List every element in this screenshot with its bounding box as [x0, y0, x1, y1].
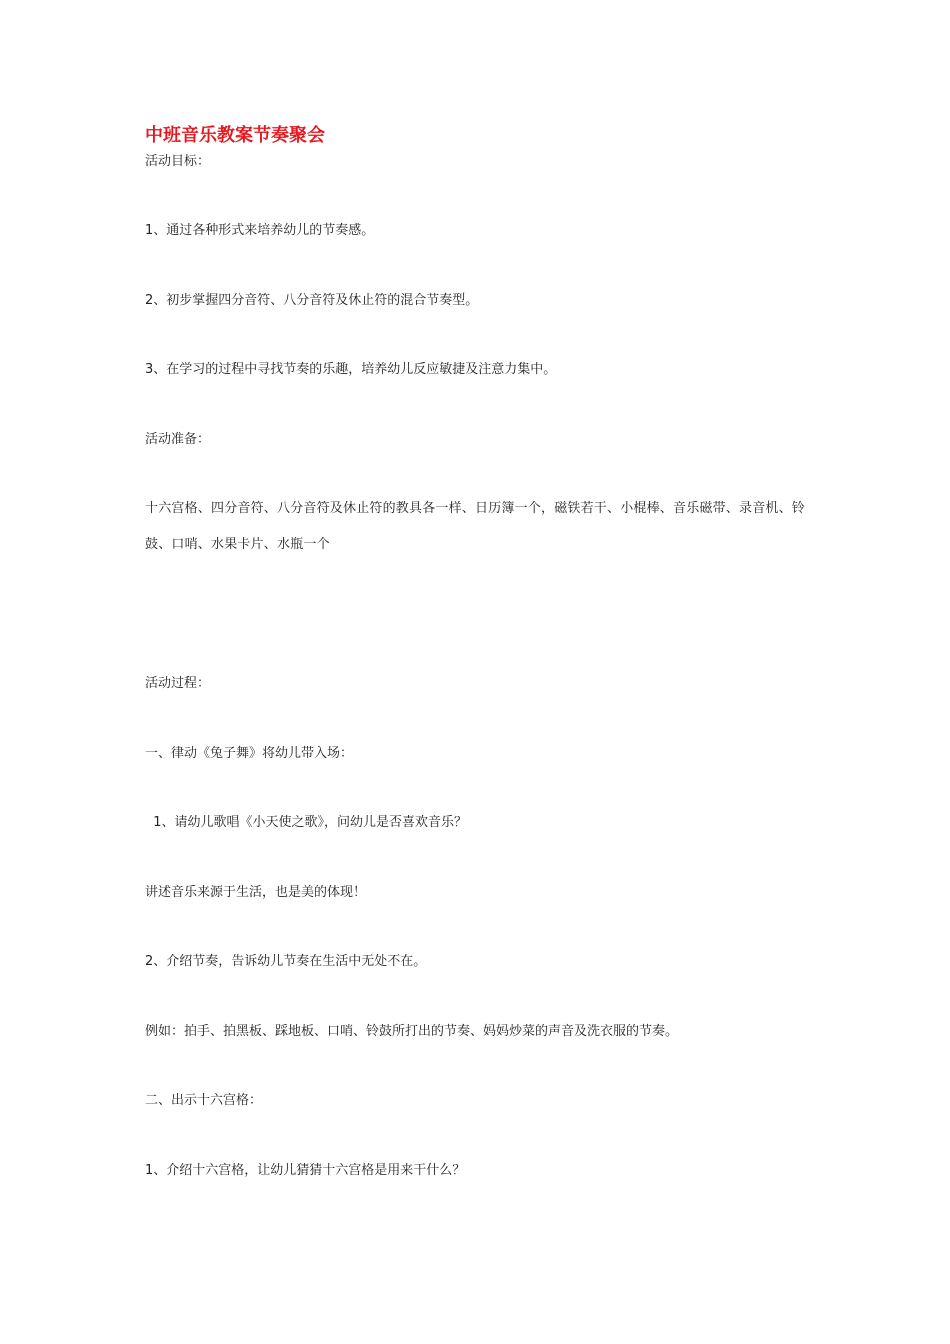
goal-item-2: 2、初步掌握四分音符、八分音符及休止符的混合节奏型。 — [145, 293, 479, 308]
prep-text: 十六宫格、四分音符、八分音符及休止符的教具各一样、日历簿一个，磁铁若干、小棍棒、音乐磁带、录音机、铃鼓、口哨、水果卡片、水瓶一个 — [145, 501, 806, 552]
process-item-2-example: 例如：拍手、拍黑板、踩地板、口哨、铃鼓所打出的节奏、妈妈炒菜的声音及洗衣服的节奏。 — [145, 1024, 679, 1039]
process-heading: 活动过程： — [145, 676, 211, 691]
prep-heading: 活动准备： — [145, 432, 211, 447]
goal-item-1: 1、通过各种形式来培养幼儿的节奏感。 — [145, 223, 375, 238]
process-part-2: 二、出示十六宫格： — [145, 1093, 263, 1108]
goal-item-3: 3、在学习的过程中寻找节奏的乐趣，培养幼儿反应敏捷及注意力集中。 — [145, 362, 557, 377]
process-item-1: 1、请幼儿歌唱《小天使之歌》，问幼儿是否喜欢音乐？ — [145, 815, 468, 830]
goal-heading: 活动目标： — [145, 154, 211, 169]
process-item-2: 2、介绍节奏，告诉幼儿节奏在生活中无处不在。 — [145, 954, 427, 969]
process-part-2-item-1: 1、介绍十六宫格，让幼儿猜猜十六宫格是用来干什么？ — [145, 1163, 466, 1178]
document-title: 中班音乐教案节奏聚会 — [145, 125, 325, 146]
process-item-1-note: 讲述音乐来源于生活，也是美的体现！ — [145, 885, 367, 900]
process-part-1: 一、律动《兔子舞》将幼儿带入场： — [145, 746, 354, 761]
